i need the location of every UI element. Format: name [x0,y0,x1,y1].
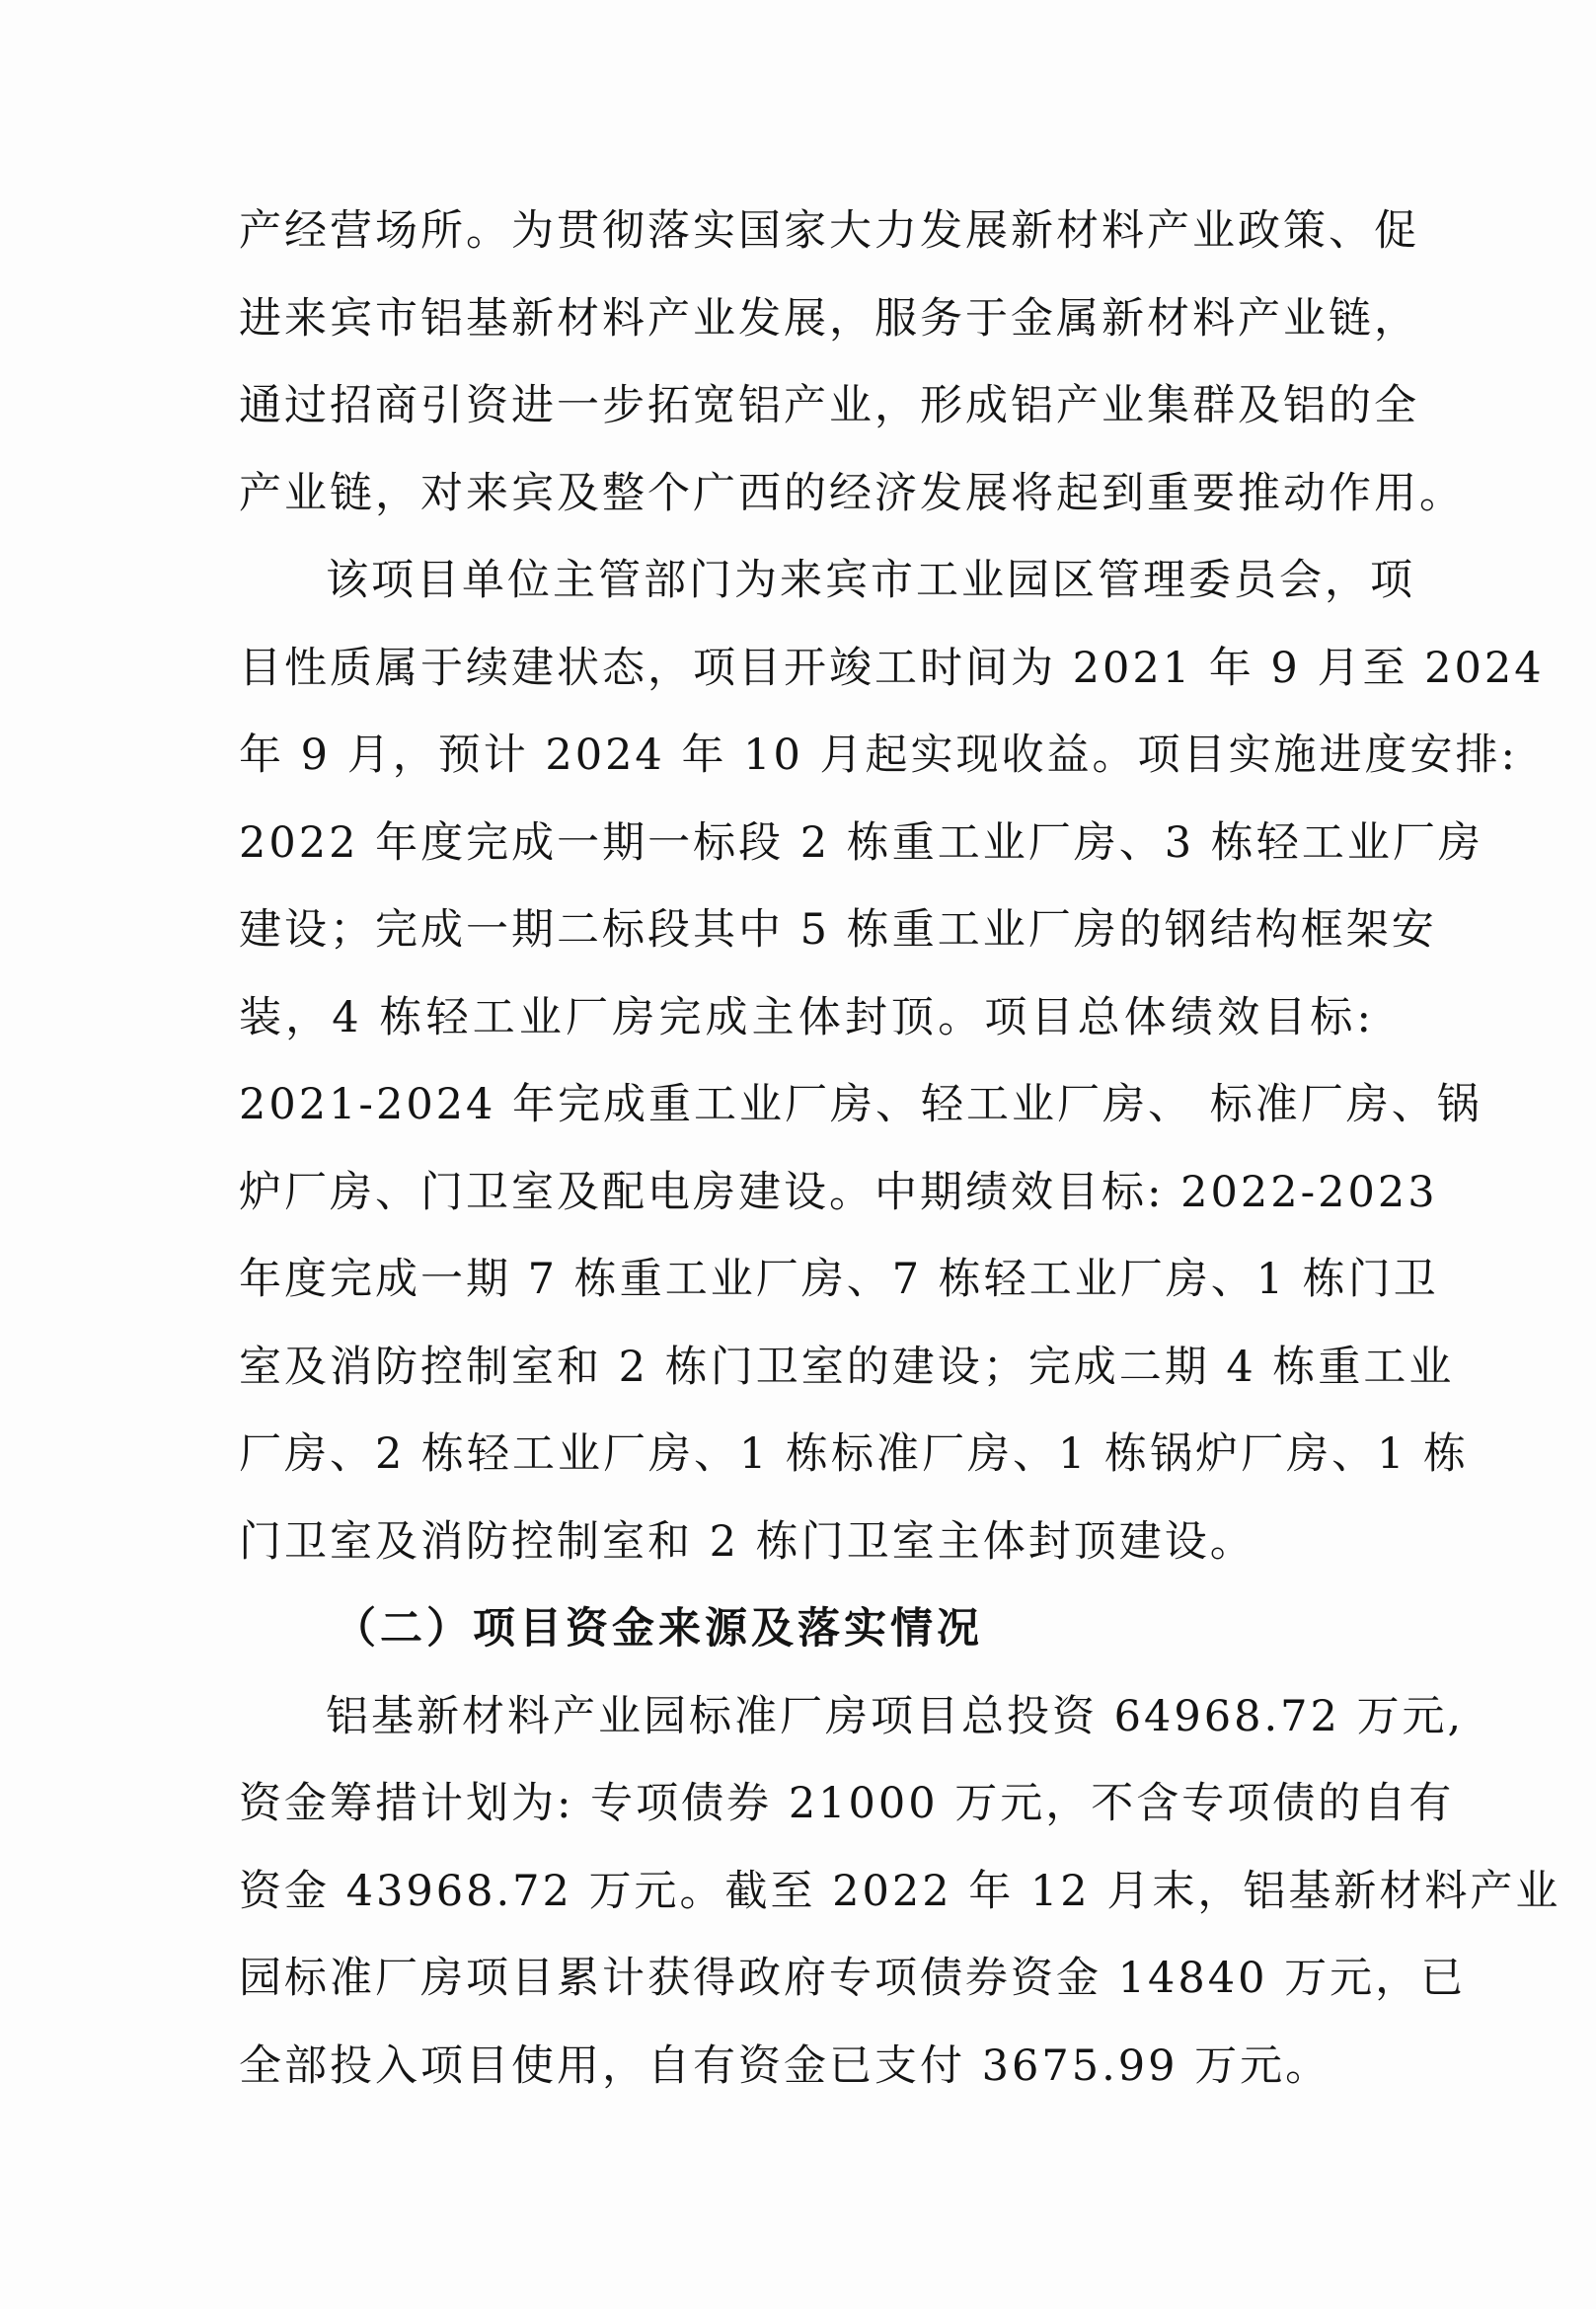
paragraph-line: 资金 43968.72 万元。截至 2022 年 12 月末，铝基新材料产业 [239,1866,1561,1916]
paragraph-line: 园标准厂房项目累计获得政府专项债券资金 14840 万元，已 [239,1954,1467,2003]
body-text [239,188,1561,2110]
paragraph-line: 年度完成一期 7 栋重工业厂房、7 栋轻工业厂房、1 栋门卫 [239,1255,1439,1304]
paragraph-line: 进来宾市铝基新材料产业发展，服务于金属新材料产业链， [239,293,1419,344]
section-heading: （二）项目资金来源及落实情况 [334,1604,983,1654]
paragraph-line: 铝基新材料产业园标准厂房项目总投资 64968.72 万元, [326,1691,1465,1741]
paragraph-line: 门卫室及消防控制室和 2 栋门卫室主体封顶建设。 [239,1516,1255,1567]
paragraph-line: 室及消防控制室和 2 栋门卫室的建设；完成二期 4 栋重工业 [239,1342,1455,1392]
paragraph-line: 年 9 月，预计 2024 年 10 月起实现收益。项目实施进度安排: [239,731,1519,780]
paragraph-line: 通过招商引资进一步拓宽铝产业，形成铝产业集群及铝的全 [239,381,1419,430]
paragraph-line: 厂房、2 栋轻工业厂房、1 栋标准厂房、1 栋锅炉厂房、1 栋 [239,1429,1470,1479]
paragraph-line: 产经营场所。为贯彻落实国家大力发展新材料产业政策、促 [239,206,1419,256]
paragraph-line: 全部投入项目使用，自有资金已支付 3675.99 万元。 [239,2040,1331,2091]
paragraph-line: 目性质属于续建状态，项目开竣工时间为 2021 年 9 月至 2024 [239,643,1545,693]
paragraph-line: 装，4 栋轻工业厂房完成主体封顶。项目总体绩效目标: [239,992,1374,1042]
paragraph-line: 2021-2024 年完成重工业厂房、轻工业厂房、 标准厂房、锅 [239,1080,1482,1129]
paragraph-line: 建设；完成一期二标段其中 5 栋重工业厂房的钢结构框架安 [239,905,1437,955]
paragraph-line: 产业链，对来宾及整个广西的经济发展将起到重要推动作用。 [239,468,1465,518]
paragraph-line: 炉厂房、门卫室及配电房建设。中期绩效目标: 2022-2023 [239,1167,1438,1217]
paragraph-line: 该项目单位主管部门为来宾市工业园区管理委员会，项 [326,556,1415,605]
paragraph-line: 2022 年度完成一期一标段 2 栋重工业厂房、3 栋轻工业厂房 [239,817,1483,868]
paragraph-line: 资金筹措计划为: 专项债券 21000 万元，不含专项债的自有 [239,1779,1455,1828]
